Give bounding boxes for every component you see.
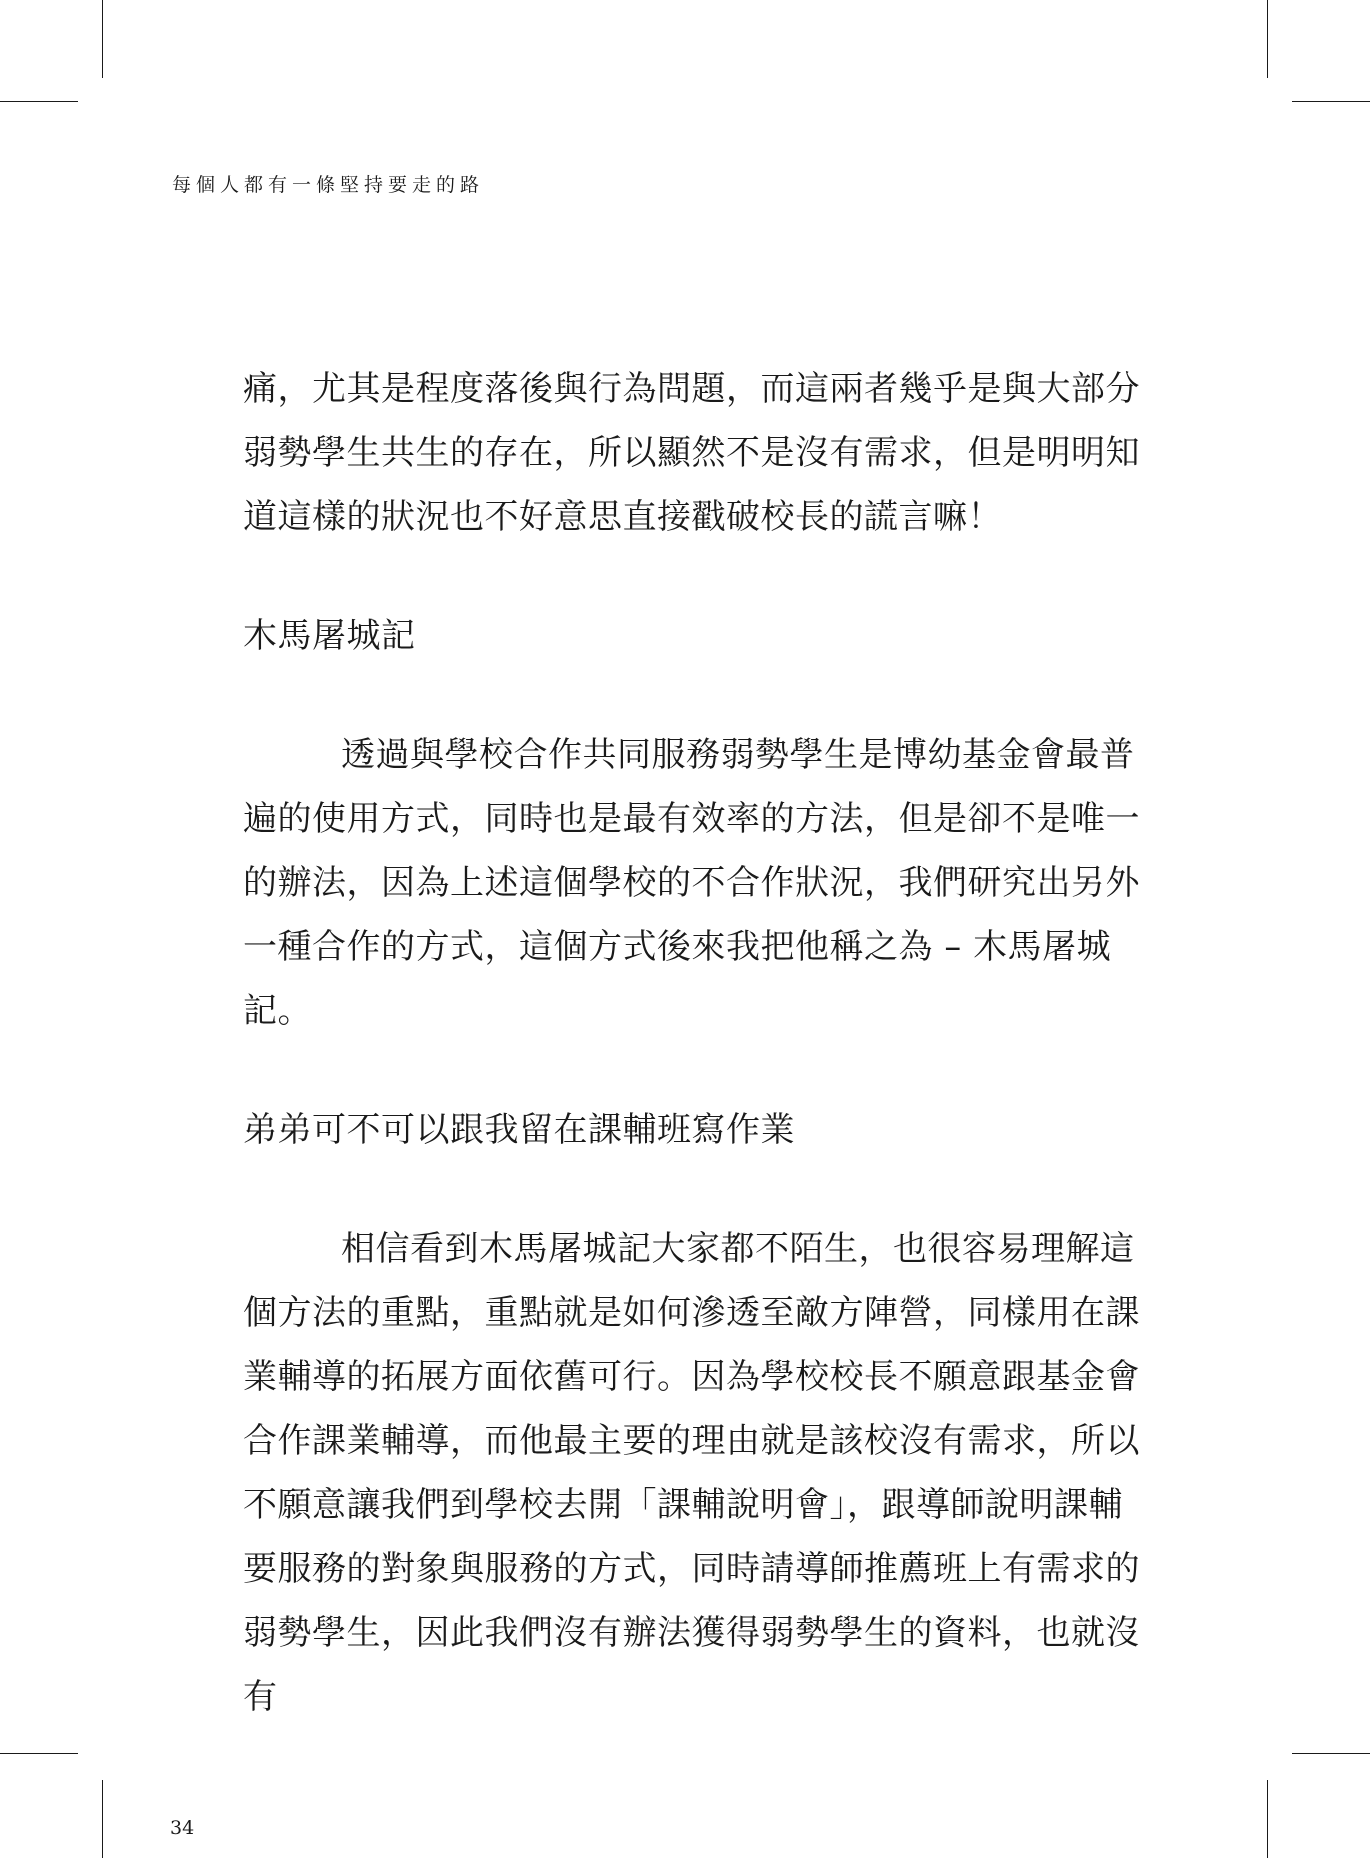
- text-line: 遍的使用方式，同時也是最有效率的方法，但是卻不是唯一: [243, 799, 1140, 839]
- text-line: 不願意讓我們到學校去開「課輔說明會」，跟導師說明課輔: [243, 1485, 1123, 1525]
- text-line: 痛，尤其是程度落後與行為問題，而這兩者幾乎是與大部分: [243, 369, 1140, 409]
- text-line: 道這樣的狀況也不好意思直接戳破校長的謊言嘛！: [243, 497, 1002, 537]
- text-line: 弱勢學生，因此我們沒有辦法獲得弱勢學生的資料，也就沒: [243, 1613, 1140, 1653]
- paragraph-3: [243, 1217, 1140, 1729]
- section-heading-2: 弟弟可不可以跟我留在課輔班寫作業: [243, 1110, 795, 1150]
- paragraph-1: [243, 357, 1140, 549]
- text-line: 有: [243, 1677, 278, 1717]
- text-line: 透過與學校合作共同服務弱勢學生是博幼基金會最普: [341, 735, 1135, 775]
- text-line: 一種合作的方式，這個方式後來我把他稱之為 – 木馬屠城: [243, 927, 1112, 967]
- crop-mark-bottom-right-horizontal: [1292, 1753, 1370, 1754]
- crop-mark-top-left-horizontal: [0, 101, 78, 102]
- text-line: 記。: [243, 991, 312, 1031]
- crop-mark-top-left: [102, 0, 103, 78]
- text-line: 的辦法，因為上述這個學校的不合作狀況，我們研究出另外: [243, 863, 1140, 903]
- text-line: 相信看到木馬屠城記大家都不陌生，也很容易理解這: [341, 1229, 1135, 1269]
- text-line: 弱勢學生共生的存在，所以顯然不是沒有需求，但是明明知: [243, 433, 1140, 473]
- section-heading-1: 木馬屠城記: [243, 616, 416, 656]
- text-line: 業輔導的拓展方面依舊可行。因為學校校長不願意跟基金會: [243, 1357, 1140, 1397]
- page-number: 34: [170, 1817, 195, 1839]
- running-head: 每個人都有一條堅持要走的路: [172, 174, 485, 196]
- body-text: [243, 357, 1140, 1729]
- text-line: 個方法的重點，重點就是如何滲透至敵方陣營，同樣用在課: [243, 1293, 1140, 1333]
- crop-mark-bottom-right: [1267, 1780, 1268, 1858]
- text-line: 要服務的對象與服務的方式，同時請導師推薦班上有需求的: [243, 1549, 1140, 1589]
- crop-mark-top-right: [1267, 0, 1268, 78]
- crop-mark-bottom-left-horizontal: [0, 1753, 78, 1754]
- text-line: 合作課業輔導，而他最主要的理由就是該校沒有需求，所以: [243, 1421, 1140, 1461]
- crop-mark-top-right-horizontal: [1292, 101, 1370, 102]
- crop-mark-bottom-left: [102, 1780, 103, 1858]
- paragraph-2: [243, 723, 1140, 1043]
